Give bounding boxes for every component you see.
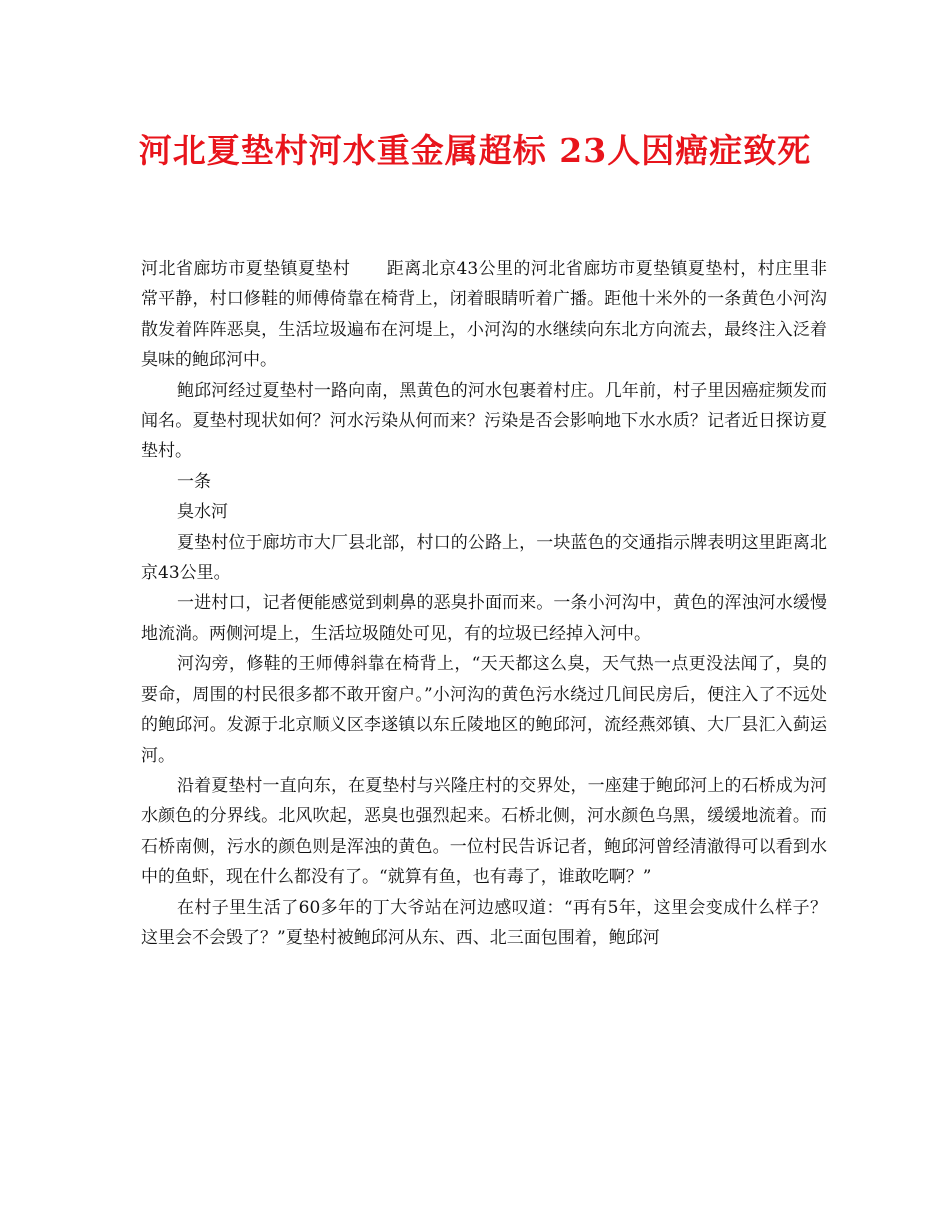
article-title: 河北夏垫村河水重金属超标 23人因癌症致死 <box>138 131 812 170</box>
paragraph: 夏垫村位于廊坊市大厂县北部，村口的公路上，一块蓝色的交通指示牌表明这里距离北京43公里。 <box>141 532 827 584</box>
paragraph-lead: 河北省廊坊市夏垫镇夏垫村 <box>141 259 351 279</box>
paragraph: 鲍邱河经过夏垫村一路向南，黑黄色的河水包裹着村庄。几年前，村子里因癌症频发而闻名。夏垫村现状如何？河水污染从何而来？污染是否会影响地下水水质？记者近日探访夏垫村。 <box>141 380 827 462</box>
paragraph: 沿着夏垫村一直向东，在夏垫村与兴隆庄村的交界处，一座建于鲍邱河上的石桥成为河水颜色的分界线。北风吹起，恶臭也强烈起来。石桥北侧，河水颜色乌黑，缓缓地流着。而石桥南侧，污水的颜色则是浑浊的黄色。一位村民告诉记者，鲍邱河曾经清澈得可以看到水中的鱼虾，现在什么都没有了。“就算有鱼，也有毒了，谁敢吃啊？” <box>141 775 827 888</box>
paragraph-text: 距离北京43公里的河北省廊坊市夏垫镇夏垫村，村庄里非常平静，村口修鞋的师傅倚靠在椅背上，闭着眼睛听着广播。距他十米外的一条黄色小河沟散发着阵阵恶臭，生活垃圾遍布在河堤上，小河沟的水继续向东北方向流去，最终注入泛着臭味的鲍邱河中。 <box>141 259 827 371</box>
paragraph <box>141 254 827 376</box>
paragraph: 河沟旁，修鞋的王师傅斜靠在椅背上，“天天都这么臭，天气热一点更没法闻了，臭的要命，周围的村民很多都不敢开窗户。”小河沟的黄色污水绕过几间民房后，便注入了不远处的鲍邱河。发源于北京顺义区李遂镇以东丘陵地区的鲍邱河，流经燕郊镇、大厂县汇入蓟运河。 <box>141 654 827 766</box>
section-heading-line-2: 臭水河 <box>177 502 228 523</box>
paragraph: 一进村口，记者便能感觉到刺鼻的恶臭扑面而来。一条小河沟中，黄色的浑浊河水缓慢地流淌。两侧河堤上，生活垃圾随处可见，有的垃圾已经掉入河中。 <box>141 593 827 644</box>
paragraph: 在村子里生活了60多年的丁大爷站在河边感叹道：“再有5年，这里会变成什么样子？这里会不会毁了？”夏垫村被鲍邱河从东、西、北三面包围着，鲍邱河 <box>141 897 827 948</box>
article-body <box>141 254 827 953</box>
section-heading-line-1: 一条 <box>177 471 211 492</box>
